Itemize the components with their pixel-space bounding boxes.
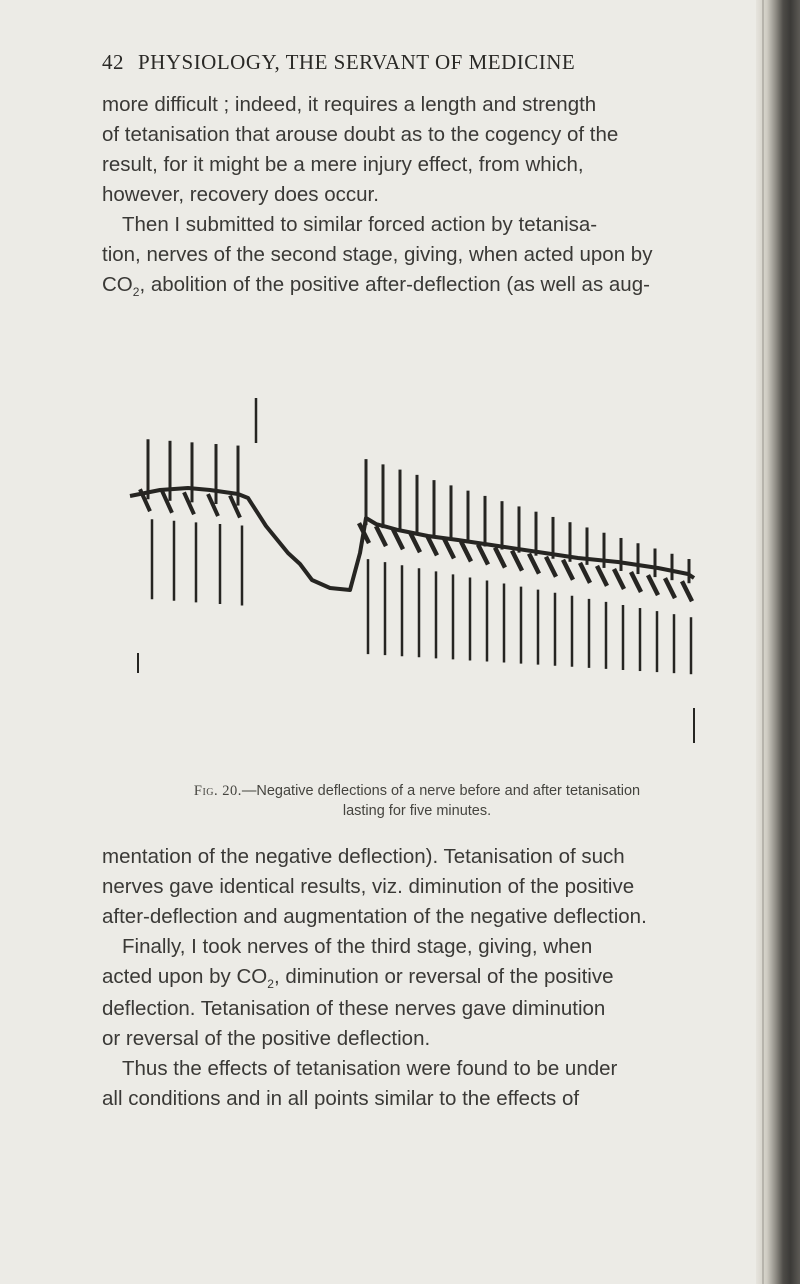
recovery-barb (478, 545, 488, 565)
caption-label: Fig. 20. (193, 783, 242, 799)
text-line: all conditions and in all points similar to the effects of (102, 1087, 580, 1110)
recovery-barb (461, 541, 471, 561)
recovery-barb (682, 581, 692, 601)
text-line: result, for it might be a mere injury effect, from which, (102, 153, 584, 176)
deflection-trace (130, 398, 694, 743)
text-line: deflection. Tetanisation of these nerves gave diminution (102, 997, 606, 1020)
page-edge-line (762, 0, 764, 1284)
recovery-barb (495, 548, 505, 568)
running-header (102, 50, 742, 75)
paragraph-bottom (102, 842, 732, 1114)
text-segment: , diminution or reversal of the positive (273, 965, 614, 988)
text-line: Then I submitted to similar forced action by tetanisa- (122, 213, 598, 236)
text-line: or reversal of the positive deflection. (102, 1027, 431, 1050)
recovery-barb (665, 578, 675, 598)
galvanometer-trace-figure (98, 348, 728, 768)
text-line (102, 270, 732, 302)
figure-caption (102, 781, 732, 821)
recovery-barb (563, 560, 573, 580)
recovery-barb (597, 566, 607, 586)
recovery-barb (614, 569, 624, 589)
recovery-barb (444, 538, 454, 558)
text-line: Finally, I took nerves of the third stage, giving, when (122, 935, 593, 958)
co2-formula: CO (102, 273, 133, 296)
text-line: mentation of the negative deflection). Tetanisation of such (102, 845, 625, 868)
paragraph-top (102, 90, 732, 302)
text-line: after-deflection and augmentation of the negative deflection. (102, 905, 647, 928)
text-line: nerves gave identical results, viz. diminution of the positive (102, 875, 635, 898)
co2-subscript: 2 (267, 977, 274, 991)
recovery-barb (546, 557, 556, 577)
co2-subscript: 2 (132, 285, 140, 299)
text-line: of tetanisation that arouse doubt as to the cogency of the (102, 123, 619, 146)
caption-line (102, 781, 732, 801)
caption-line-2: lasting for five minutes. (342, 803, 492, 819)
text-line: Thus the effects of tetanisation were found to be under (122, 1057, 618, 1080)
text-line: more difficult ; indeed, it requires a length and strength (102, 93, 597, 116)
recovery-barb (648, 575, 658, 595)
recovery-barb (580, 563, 590, 583)
text-line: however, recovery does occur. (102, 183, 379, 206)
text-segment: , abolition of the positive after-deflection (as well as aug- (139, 273, 650, 296)
page-number: 42 (102, 50, 124, 74)
recovery-barb (376, 526, 386, 546)
text-line (102, 962, 732, 994)
recovery-barb (631, 572, 641, 592)
recovery-barb (512, 551, 522, 571)
running-title: PHYSIOLOGY, THE SERVANT OF MEDICINE (138, 50, 576, 74)
caption-text: —Negative deflections of a nerve before and after tetanisation (241, 783, 641, 799)
text-line: tion, nerves of the second stage, giving, when acted upon by (102, 243, 653, 266)
recovery-barb (529, 554, 539, 574)
text-segment: acted upon by CO (102, 965, 268, 988)
